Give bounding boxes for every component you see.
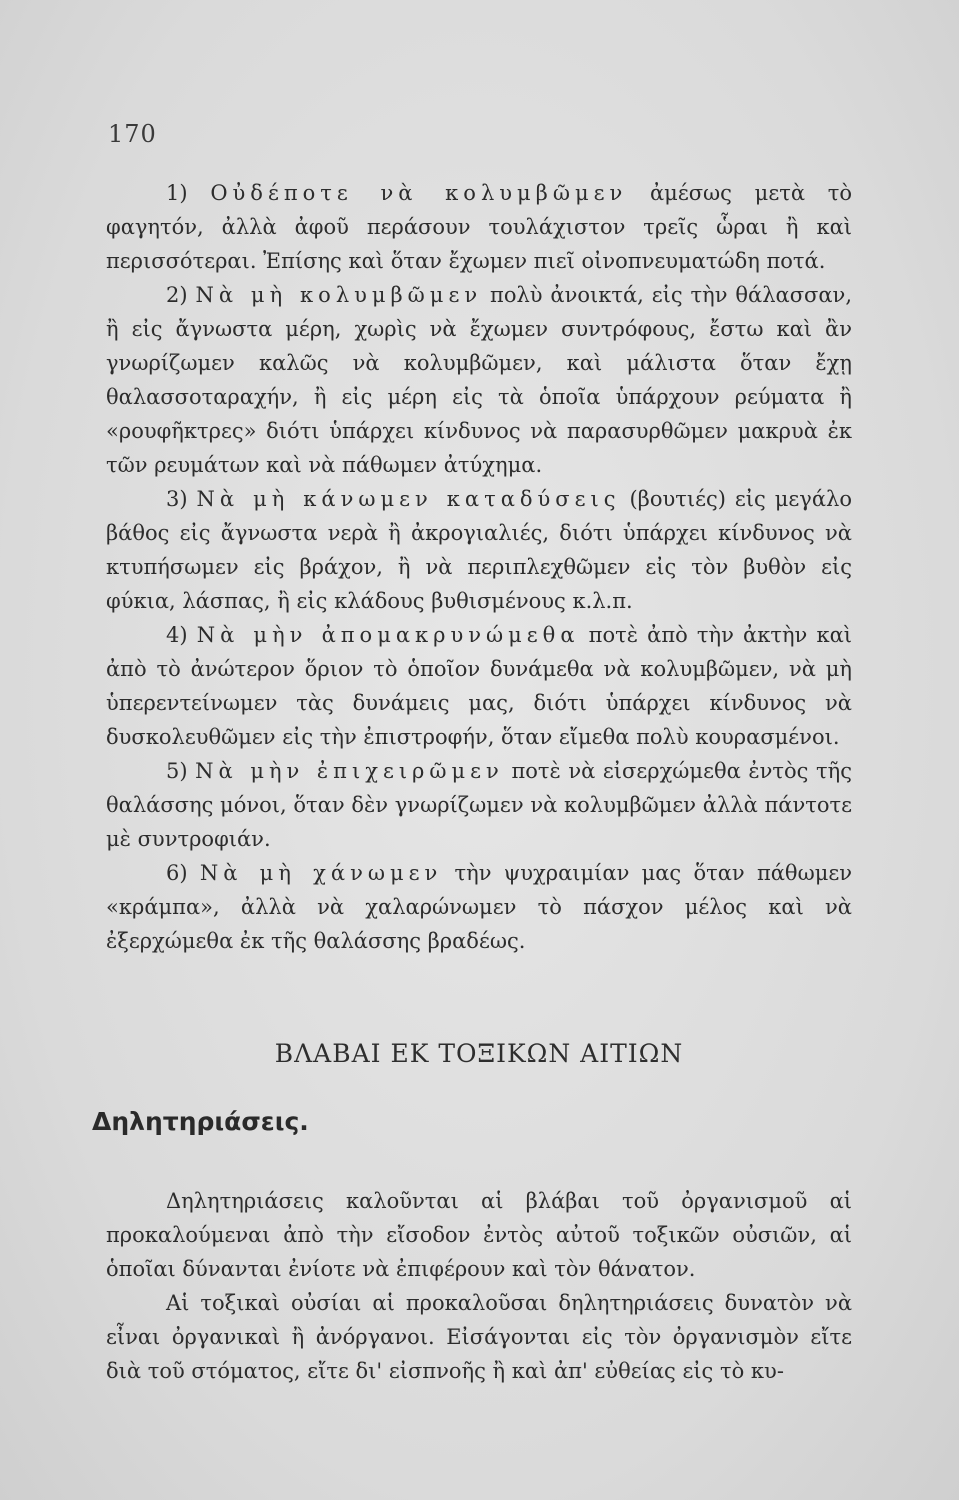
rule-lead: Νὰ μὴ κολυμβῶμεν xyxy=(195,283,483,307)
rule-paragraph xyxy=(106,754,852,856)
rule-paragraph xyxy=(106,856,852,958)
rule-lead: Νὰ μὴν ἀπομακρυνώμεθα xyxy=(196,623,580,647)
rule-paragraph xyxy=(106,618,852,754)
rule-paragraph xyxy=(106,176,852,278)
rule-number: 6) xyxy=(166,861,188,885)
rule-lead: Νὰ μὴν ἐπιχειρῶμεν xyxy=(195,759,504,783)
safety-rules xyxy=(106,176,852,958)
rule-number: 1) xyxy=(166,181,188,205)
section-title: ΒΛΑΒΑΙ ΕΚ ΤΟΞΙΚΩΝ ΑΙΤΙΩΝ xyxy=(274,1039,684,1068)
body-paragraph: Δηλητηριάσεις καλοῦνται αἱ βλάβαι τοῦ ὀργανισμοῦ αἱ προκαλούμεναι ἀπὸ τὴν εἴσοδον ἐντὸς αὐτοῦ τοξικῶν οὐσιῶν, αἱ ὁποῖαι δύνανται ἐνίοτε νὰ ἐπιφέρουν καὶ τὸν θάνατον. xyxy=(106,1189,852,1281)
rule-text: ποτὲ νὰ εἰσερχώμεθα ἐντὸς τῆς θαλάσσης μόνοι, ὅταν δὲν γνωρίζωμεν νὰ κολυμβῶμεν ἀλλὰ πάντοτε μὲ συντροφιάν. xyxy=(106,759,852,851)
rule-lead: Νὰ μὴ χάνωμεν xyxy=(199,861,443,885)
subsection-title: Δηλητηριάσεις. xyxy=(92,1107,309,1136)
poisoning-text xyxy=(106,1184,852,1388)
rule-number: 3) xyxy=(166,487,188,511)
rule-lead: Οὐδέποτε νὰ κολυμβῶμεν xyxy=(210,181,628,205)
page-number: 170 xyxy=(108,120,157,148)
rule-number: 4) xyxy=(166,623,188,647)
rule-paragraph xyxy=(106,278,852,482)
rule-paragraph xyxy=(106,482,852,618)
rule-text: τὴν ψυχραιμίαν μας ὅταν πάθωμεν «κράμπα», ἀλλὰ νὰ χαλαρώνωμεν τὸ πάσχον μέλος καὶ νὰ ἐξερχώμεθα ἐκ τῆς θαλάσσης βραδέως. xyxy=(106,861,852,953)
body-paragraph: Αἱ τοξικαὶ οὐσίαι αἱ προκαλοῦσαι δηλητηριάσεις δυνατὸν νὰ εἶναι ὀργανικαὶ ἢ ἀνόργανοι. Εἰσάγονται εἰς τὸν ὀργανισμὸν εἴτε διὰ τοῦ στόματος, εἴτε δι' εἰσπνοῆς ἢ καὶ ἀπ' εὐθείας εἰς τὸ κυ- xyxy=(106,1291,852,1383)
rule-text: (βουτιές) εἰς μεγάλο βάθος εἰς ἄγνωστα νερὰ ἢ ἀκρογιαλιές, διότι ὑπάρχει κίνδυνος νὰ κτυπήσωμεν εἰς βράχον, ἢ νὰ περιπλεχθῶμεν εἰς τὸν βυθὸν εἰς φύκια, λάσπας, ἢ εἰς κλάδους βυθισμένους κ.λ.π. xyxy=(106,487,852,613)
rule-number: 2) xyxy=(166,283,188,307)
rule-text: ποτὲ ἀπὸ τὴν ἀκτὴν καὶ ἀπὸ τὸ ἀνώτερον ὅριον τὸ ὁποῖον δυνάμεθα νὰ κολυμβῶμεν, νὰ μὴ ὑπερεντείνωμεν τὰς δυνάμεις μας, διότι ὑπάρχει κίνδυνος νὰ δυσκολευθῶμεν εἰς τὴν ἐπιστροφήν, ὅταν εἴμεθα πολὺ κουρασμένοι. xyxy=(106,623,852,749)
rule-text: πολὺ ἀνοικτά, εἰς τὴν θάλασσαν, ἢ εἰς ἄγνωστα μέρη, χωρὶς νὰ ἔχωμεν συντρόφους, ἔστω καὶ ἂν γνωρίζωμεν καλῶς νὰ κολυμβῶμεν, καὶ μάλιστα ὅταν ἔχῃ θαλασσοταραχήν, ἢ εἰς μέρη εἰς τὰ ὁποῖα ὑπάρχουν ρεύματα ἢ «ρουφῆκτρες» διότι ὑπάρχει κίνδυνος νὰ παρασυρθῶμεν μακρυὰ ἐκ τῶν ρευμάτων καὶ νὰ πάθωμεν ἀτύχημα. xyxy=(106,283,852,477)
rule-number: 5) xyxy=(166,759,188,783)
rule-lead: Νὰ μὴ κάνωμεν καταδύσεις xyxy=(196,487,621,511)
rule-text: ἀμέσως μετὰ τὸ φαγητόν, ἀλλὰ ἀφοῦ περάσουν τουλάχιστον τρεῖς ὧραι ἢ καὶ περισσότεραι. Ἐπίσης καὶ ὅταν ἔχωμεν πιεῖ οἰνοπνευματώδη ποτά. xyxy=(106,181,852,273)
